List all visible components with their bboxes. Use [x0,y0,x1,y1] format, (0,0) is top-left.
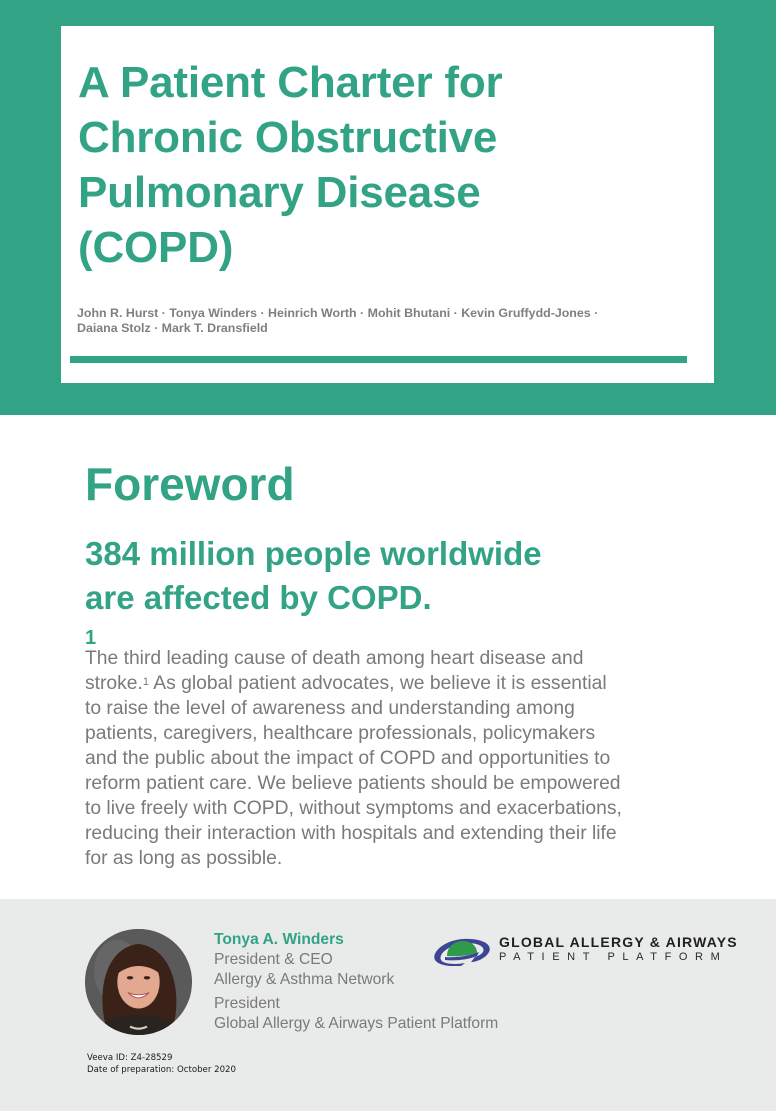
foreword-body [85,646,685,871]
body-line: to live freely with COPD, without symptoms and exacerbations, [85,798,622,819]
foreword-subheading [85,532,542,664]
title-card [61,26,714,383]
document-title [78,55,698,275]
body-text: stroke. [85,673,143,694]
author-line: John R. Hurst · Tonya Winders · Heinrich Worth · Mohit Bhutani · Kevin Gruffydd-Jones · [77,306,599,320]
body-line: patients, caregivers, healthcare professionals, policymakers [85,723,596,744]
author-list [77,306,697,336]
title-line: A Patient Charter for [78,58,503,107]
portrait-photo-icon [85,929,192,1035]
body-line: The third leading cause of death among heart disease and [85,648,584,669]
title-divider [70,356,687,363]
signer-title: President [214,995,280,1012]
signer-name: Tonya A. Winders [214,931,344,948]
avatar [85,929,192,1035]
title-banner [0,0,776,415]
body-line: reform patient care. We believe patients should be empowered [85,773,621,794]
body-line: to raise the level of awareness and understanding among [85,698,575,719]
title-line: Chronic Obstructive [78,113,498,162]
body-text: As global patient advocates, we believe it is essential [149,673,607,694]
subheading-line: 384 million people worldwide [85,535,542,572]
document-meta [87,1052,236,1076]
veeva-id: Veeva ID: Z4-28529 [87,1053,173,1063]
logo-tagline: PATIENT PLATFORM [499,951,728,963]
body-line: for as long as possible. [85,848,283,869]
signer-organization: Allergy & Asthma Network [214,971,395,988]
body-line [85,671,685,696]
globe-orbit-logo-icon [431,936,493,966]
footer [0,899,776,1111]
logo-wordmark: GLOBAL ALLERGY & AIRWAYS [499,934,738,950]
author-line: Daiana Stolz · Mark T. Dransfield [77,321,268,335]
signer-organization: Global Allergy & Airways Patient Platform [214,1015,499,1032]
reference-superscript: 1 [142,676,149,688]
subheading-text: are affected by COPD. [85,579,432,616]
title-line: Pulmonary Disease [78,168,481,217]
preparation-date: Date of preparation: October 2020 [87,1065,236,1075]
body-line: and the public about the impact of COPD and opportunities to [85,748,611,769]
foreword-heading: Foreword [85,458,295,510]
body-line: reducing their interaction with hospitals and extending their life [85,823,617,844]
reference-superscript: 1 [85,627,97,649]
title-line: (COPD) [78,223,234,272]
signer-title: President & CEO [214,951,333,968]
gaapp-logo [431,932,738,972]
